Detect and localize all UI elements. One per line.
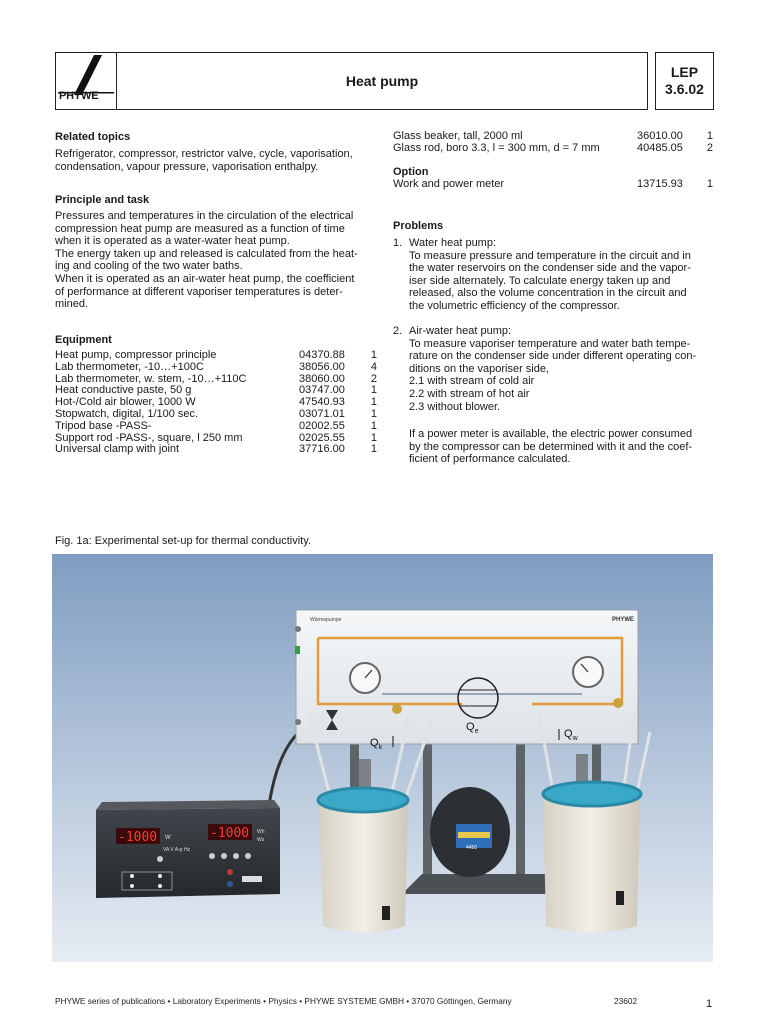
meter-display-1: -1000: [118, 830, 158, 845]
order-number: 02002.55: [299, 419, 345, 432]
phywe-logo: [55, 52, 117, 110]
text-line: rature on the condenser side under different operating con-: [409, 350, 697, 363]
option-heading: Option: [393, 166, 429, 178]
equipment-name: Glass rod, boro 3.3, l = 300 mm, d = 7 mm: [393, 141, 600, 154]
text-line: Refrigerator, compressor, restrictor valve, cycle, vaporisation,: [55, 148, 353, 160]
footer-code: 23602: [614, 996, 638, 1006]
order-number: 36010.00: [637, 130, 683, 142]
text-line: of performance at different vaporiser temperatures is deter-: [55, 285, 343, 298]
experiment-photo: [52, 554, 713, 962]
quantity: 1: [370, 443, 377, 456]
logo-text: PHYWE: [59, 90, 99, 102]
order-number: 37716.00: [299, 443, 345, 456]
figure-caption: Fig. 1a: Experimental set-up for thermal conductivity.: [55, 535, 311, 547]
meter-unit-wh: Wh: [257, 829, 265, 835]
problem-2: [393, 325, 715, 413]
problem-1: [393, 237, 715, 313]
equipment-name: Lab thermometer, w. stem, -10…+110C: [55, 372, 247, 385]
text-line: ficient of performance calculated.: [409, 453, 571, 466]
order-number: 04370.88: [299, 349, 345, 361]
quantity: 2: [706, 141, 713, 154]
meter-unit-ws: Ws: [257, 837, 265, 843]
text-line: condensation, vapour pressure, vaporisation enthalpy.: [55, 160, 319, 173]
label-qk: $Q_k$: [370, 737, 383, 751]
text-line: when it is operated as a water-water heat pump.: [55, 235, 290, 248]
related-topics-text: [55, 148, 380, 173]
lep-number: 3.6.02: [665, 81, 704, 97]
equipment-name: Stopwatch, digital, 1/100 sec.: [55, 407, 199, 420]
equipment-name: Heat conductive paste, 50 g: [55, 384, 192, 397]
page-number: 1: [706, 998, 713, 1010]
equipment-name: Heat pump, compressor principle: [55, 349, 217, 361]
equipment-name: Universal clamp with joint: [55, 443, 180, 456]
sub-item: 2.1 with stream of cold air: [409, 375, 535, 388]
text-line: When it is operated as an air-water heat pump, the coefficient: [55, 272, 355, 285]
panel-label: Wärmepumpe: [310, 617, 342, 623]
equipment-table: [55, 350, 377, 456]
quantity: 1: [706, 130, 713, 142]
equipment-table-continued: [393, 131, 713, 155]
order-number: 03747.00: [299, 384, 345, 397]
problem-number: 1.: [393, 237, 403, 249]
equipment-row: [55, 409, 377, 421]
text-line: mined.: [55, 298, 89, 311]
quantity: 1: [370, 349, 377, 361]
order-number: 47540.93: [299, 396, 345, 409]
footer-text: PHYWE series of publications • Laboratory Experiments • Physics • PHYWE SYSTEME GMBH • 37070 Göttingen, Germany: [55, 996, 512, 1006]
order-number: 38056.00: [299, 360, 345, 373]
problem-number: 2.: [393, 325, 403, 337]
label-qw: $Q_w$: [564, 728, 578, 742]
equipment-row: [55, 421, 377, 433]
equipment-row: [55, 444, 377, 456]
equipment-name: Hot-/Cold air blower, 1000 W: [55, 396, 196, 409]
text-line: If a power meter is available, the electric power consumed: [409, 428, 693, 440]
quantity: 1: [370, 431, 377, 444]
quantity: 1: [706, 178, 713, 190]
text-line: released, also the volume concentration in the circuit and: [409, 287, 687, 300]
lep-label: LEP: [670, 64, 699, 80]
equipment-row: [393, 179, 713, 191]
problem-title: Water heat pump:: [409, 237, 497, 249]
compressor-label: 4450: [466, 845, 478, 851]
text-line: iser side alternately. To calculate energy taken up and: [409, 274, 671, 287]
sub-item: 2.2 with stream of hot air: [409, 387, 530, 400]
equipment-name: Tripod base -PASS-: [55, 419, 152, 432]
order-number: 38060.00: [299, 372, 345, 385]
principle-heading: Principle and task: [55, 194, 150, 206]
order-number: 03071.01: [299, 407, 345, 420]
text-line: To measure pressure and temperature in the circuit and in: [409, 249, 691, 262]
text-line: compression heat pump are measured as a function of time: [55, 222, 345, 235]
option-table: [393, 179, 713, 191]
text-line: Pressures and temperatures in the circulation of the electrical: [55, 210, 354, 222]
meter-display-2: -1000: [210, 826, 250, 841]
lep-box: [655, 52, 714, 110]
power-meter-note: [409, 428, 715, 466]
equipment-name: Lab thermometer, -10…+100C: [55, 360, 204, 373]
order-number: 40485.05: [637, 141, 683, 154]
quantity: 1: [370, 407, 377, 420]
problems-heading: Problems: [393, 220, 444, 232]
principle-text: [55, 210, 380, 311]
quantity: 1: [370, 419, 377, 432]
equipment-name: Support rod -PASS-, square, l 250 mm: [55, 431, 243, 444]
equipment-row: [393, 143, 713, 155]
page-title: Heat pump: [117, 52, 648, 110]
text-line: To measure vaporiser temperature and water bath tempe-: [409, 337, 691, 350]
quantity: 2: [370, 372, 377, 385]
experiment-illustration: [52, 554, 713, 962]
panel-brand: PHYWE: [612, 617, 635, 623]
text-line: ing and cooling of the two water baths.: [55, 260, 243, 273]
quantity: 1: [370, 396, 377, 409]
order-number: 02025.55: [299, 431, 345, 444]
equipment-name: Glass beaker, tall, 2000 ml: [393, 130, 523, 142]
label-qe: $Q_e$: [466, 721, 479, 735]
text-line: The energy taken up and released is calculated from the heat-: [55, 247, 358, 260]
equipment-row: [55, 362, 377, 374]
text-line: ditions on the vaporiser side,: [409, 362, 550, 375]
related-topics-heading: Related topics: [55, 131, 131, 143]
equipment-name: Work and power meter: [393, 178, 505, 190]
quantity: 4: [370, 360, 377, 373]
text-line: the volumetric efficiency of the compressor.: [409, 299, 620, 312]
order-number: 13715.93: [637, 178, 683, 190]
quantity: 1: [370, 384, 377, 397]
text-line: by the compressor can be determined with it and the coef-: [409, 440, 693, 453]
sub-item: 2.3 without blower.: [409, 400, 501, 413]
problem-title: Air-water heat pump:: [409, 325, 512, 337]
text-line: the water reservoirs on the condenser side and the vapor-: [409, 262, 691, 275]
equipment-heading: Equipment: [55, 334, 112, 346]
meter-modes: VA V A φ Hz: [163, 847, 191, 853]
meter-unit-w: W: [165, 835, 171, 841]
